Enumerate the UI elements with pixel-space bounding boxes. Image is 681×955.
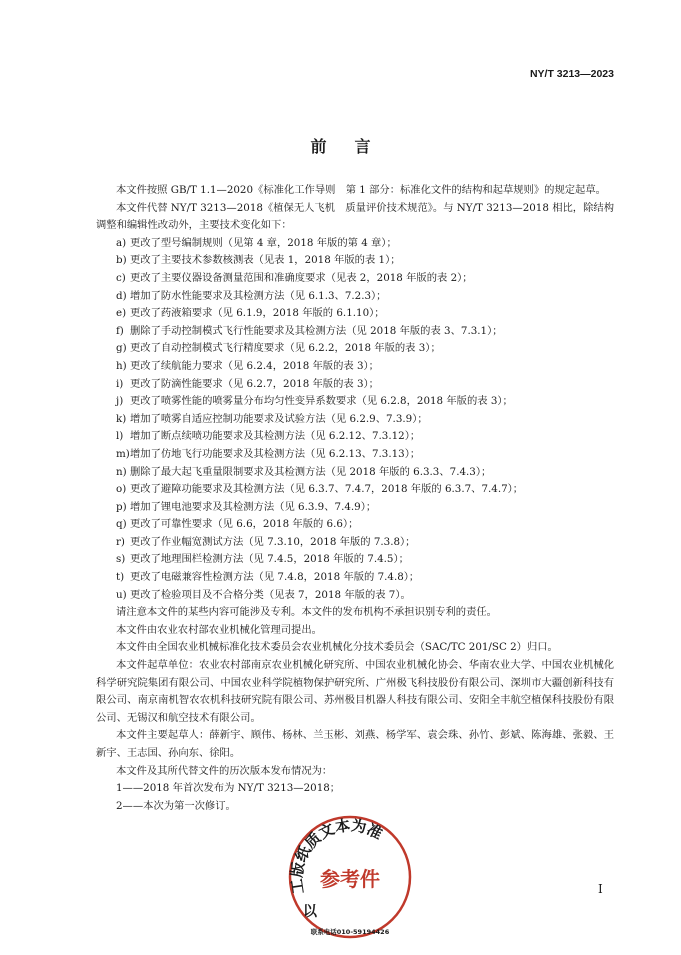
change-item [96,534,614,552]
stamp-arc-text: 工版纸质文本为准 [287,816,386,895]
change-item-letter: f) [116,324,124,337]
change-item-text: 增加了锂电池要求及其检测方法（见 6.3.9、7.4.9）； [130,500,377,513]
change-item [96,499,614,517]
drafters-paragraph: 本文件主要起草人：薛新宇、顾伟、杨林、兰玉彬、刘燕、杨学军、袁会珠、孙竹、彭斌、陈海雄、张毅、王新宇、王志国、孙向东、徐阳。 [96,729,614,759]
change-item-letter: r) [116,535,125,548]
history-intro-paragraph: 本文件及其所代替文件的历次版本发布情况为： [116,764,333,777]
stamp-phone-text: 联系电话010-59194426 [310,928,390,936]
change-item-text: 更改了地理围栏检测方法（见 7.4.5，2018 年版的 7.4.5）； [130,553,409,566]
change-item-text: 更改了避障功能要求及其检测方法（见 6.3.7、7.4.7，2018 年版的 6.3.7、7.4.7）； [130,483,524,496]
change-item-text: 更改了自动控制模式飞行精度要求（见 6.2.2，2018 年版的表 3）； [130,342,441,355]
change-item-text: 更改了可靠性要求（见 6.6，2018 年版的 6.6）； [130,518,359,531]
change-item-letter: l) [116,430,124,443]
change-item [96,235,614,253]
change-item-letter: i) [116,377,124,390]
change-item-letter: q) [116,518,127,531]
change-item-text: 更改了作业幅宽测试方法（见 7.3.10，2018 年版的 7.3.8）； [130,535,416,548]
change-item [96,358,614,376]
change-item-letter: p) [116,500,127,513]
change-item-text: 删除了手动控制模式飞行性能要求及其检测方法（见 2018 年版的表 3、7.3.1）； [130,324,503,337]
change-item [96,587,614,605]
change-item [96,252,614,270]
change-item-letter: h) [116,359,127,372]
change-item-letter: b) [116,254,127,267]
change-item-letter: n) [116,465,127,478]
technical-changes-list [96,235,614,604]
stamp-center-text: 参考件 [320,867,380,891]
patent-notice: 请注意本文件的某些内容可能涉及专利。本文件的发布机构不承担识别专利的责任。 [116,606,497,619]
intro-paragraph-1: 本文件按照 GB/T 1.1—2020《标准化工作导则 第 1 部分：标准化文件的结构和起草规则》的规定起草。 [116,184,606,196]
change-item [96,481,614,499]
change-item [96,428,614,446]
change-item [96,516,614,534]
document-body [96,182,614,815]
history-item-2: 2——本次为第一次修订。 [116,799,236,812]
change-item-text: 增加了仿地飞行功能要求及其检测方法（见 6.2.13、7.3.13）； [130,447,421,460]
change-item-letter: t) [116,571,125,584]
change-item [96,411,614,429]
change-item-text: 增加了断点续喷功能要求及其检测方法（见 6.2.12、7.3.12）； [130,430,421,443]
history-item-1: 1——2018 年首次发布为 NY/T 3213—2018； [116,782,341,795]
change-item-text: 更改了喷雾性能的喷雾量分布均匀性变异系数要求（见 6.2.8，2018 年版的表 3）； [130,395,513,408]
change-item-letter: g) [116,342,127,355]
change-item [96,464,614,482]
change-item [96,288,614,306]
change-item-letter: u) [116,588,127,601]
change-item-letter: j) [116,395,124,408]
change-item [96,393,614,411]
change-item-text: 增加了防水性能要求及其检测方法（见 6.1.3、7.2.3）； [130,289,387,302]
intro-paragraph-2: 本文件代替 NY/T 3213—2018《植保无人飞机 质量评价技术规范》。与 NY/T 3213—2018 相比，除结构调整和编辑性改动外，主要技术变化如下： [96,201,614,232]
change-item [96,340,614,358]
change-item [96,446,614,464]
change-item-text: 更改了续航能力要求（见 6.2.4，2018 年版的表 3）； [130,359,379,372]
stamp-prefix-char: 以 [303,904,317,920]
change-item-text: 更改了电磁兼容性检测方法（见 7.4.8，2018 年版的 7.4.8）； [130,571,420,584]
change-item [96,323,614,341]
change-item-letter: o) [116,483,127,496]
change-item-letter: m) [116,447,130,460]
change-item [96,305,614,323]
change-item [96,569,614,587]
page-title: 前言 [310,137,399,156]
change-item-text: 更改了防滴性能要求（见 6.2.7，2018 年版的表 3）； [130,377,379,390]
standard-code: NY/T 3213—2023 [529,68,614,80]
change-item-letter: c) [116,271,126,284]
change-item-text: 更改了药液箱要求（见 6.1.9，2018 年版的 6.1.10）； [130,307,385,320]
change-item-letter: k) [116,412,127,425]
drafting-units-paragraph: 本文件起草单位：农业农村部南京农业机械化研究所、中国农业机械化协会、华南农业大学、中国农业机械化科学研究院集团有限公司、中国农业科学院植物保护研究所、广州极飞科技股份有限公司、深圳市大疆创新科技有限公司、南京南机智农农机科技研究院有限公司、苏州极目机器人科技有限公司、安阳全丰航空植保科技股份有限公司、无锡汉和航空技术有限公司。 [96,659,614,724]
change-item-text: 更改了检验项目及不合格分类（见表 7，2018 年版的表 7）。 [130,588,411,601]
change-item-letter: a) [116,236,127,249]
change-item-letter: d) [116,289,127,302]
change-item [96,270,614,288]
change-item-letter: e) [116,307,127,320]
change-item-text: 更改了型号编制规则（见第 4 章，2018 年版的第 4 章）； [130,236,397,249]
change-item [96,551,614,569]
page-number: I [598,882,603,896]
change-item-text: 更改了主要仪器设备测量范围和准确度要求（见表 2，2018 年版的表 2）； [130,271,473,284]
proposer-paragraph: 本文件由农业农村部农业机械化管理司提出。 [116,623,322,636]
reference-copy-stamp [285,812,415,942]
change-item-text: 增加了喷雾自适应控制功能要求及试验方法（见 6.2.9、7.3.9）； [130,412,428,425]
change-item-text: 删除了最大起飞重量限制要求及其检测方法（见 2018 年版的 6.3.3、7.4.3）； [130,465,492,478]
change-item-letter: s) [116,553,126,566]
change-item [96,376,614,394]
committee-paragraph: 本文件由全国农业机械标准化技术委员会农业机械化分技术委员会（SAC/TC 201/SC 2）归口。 [116,641,558,654]
change-item-text: 更改了主要技术参数核测表（见表 1，2018 年版的表 1）； [130,254,401,267]
